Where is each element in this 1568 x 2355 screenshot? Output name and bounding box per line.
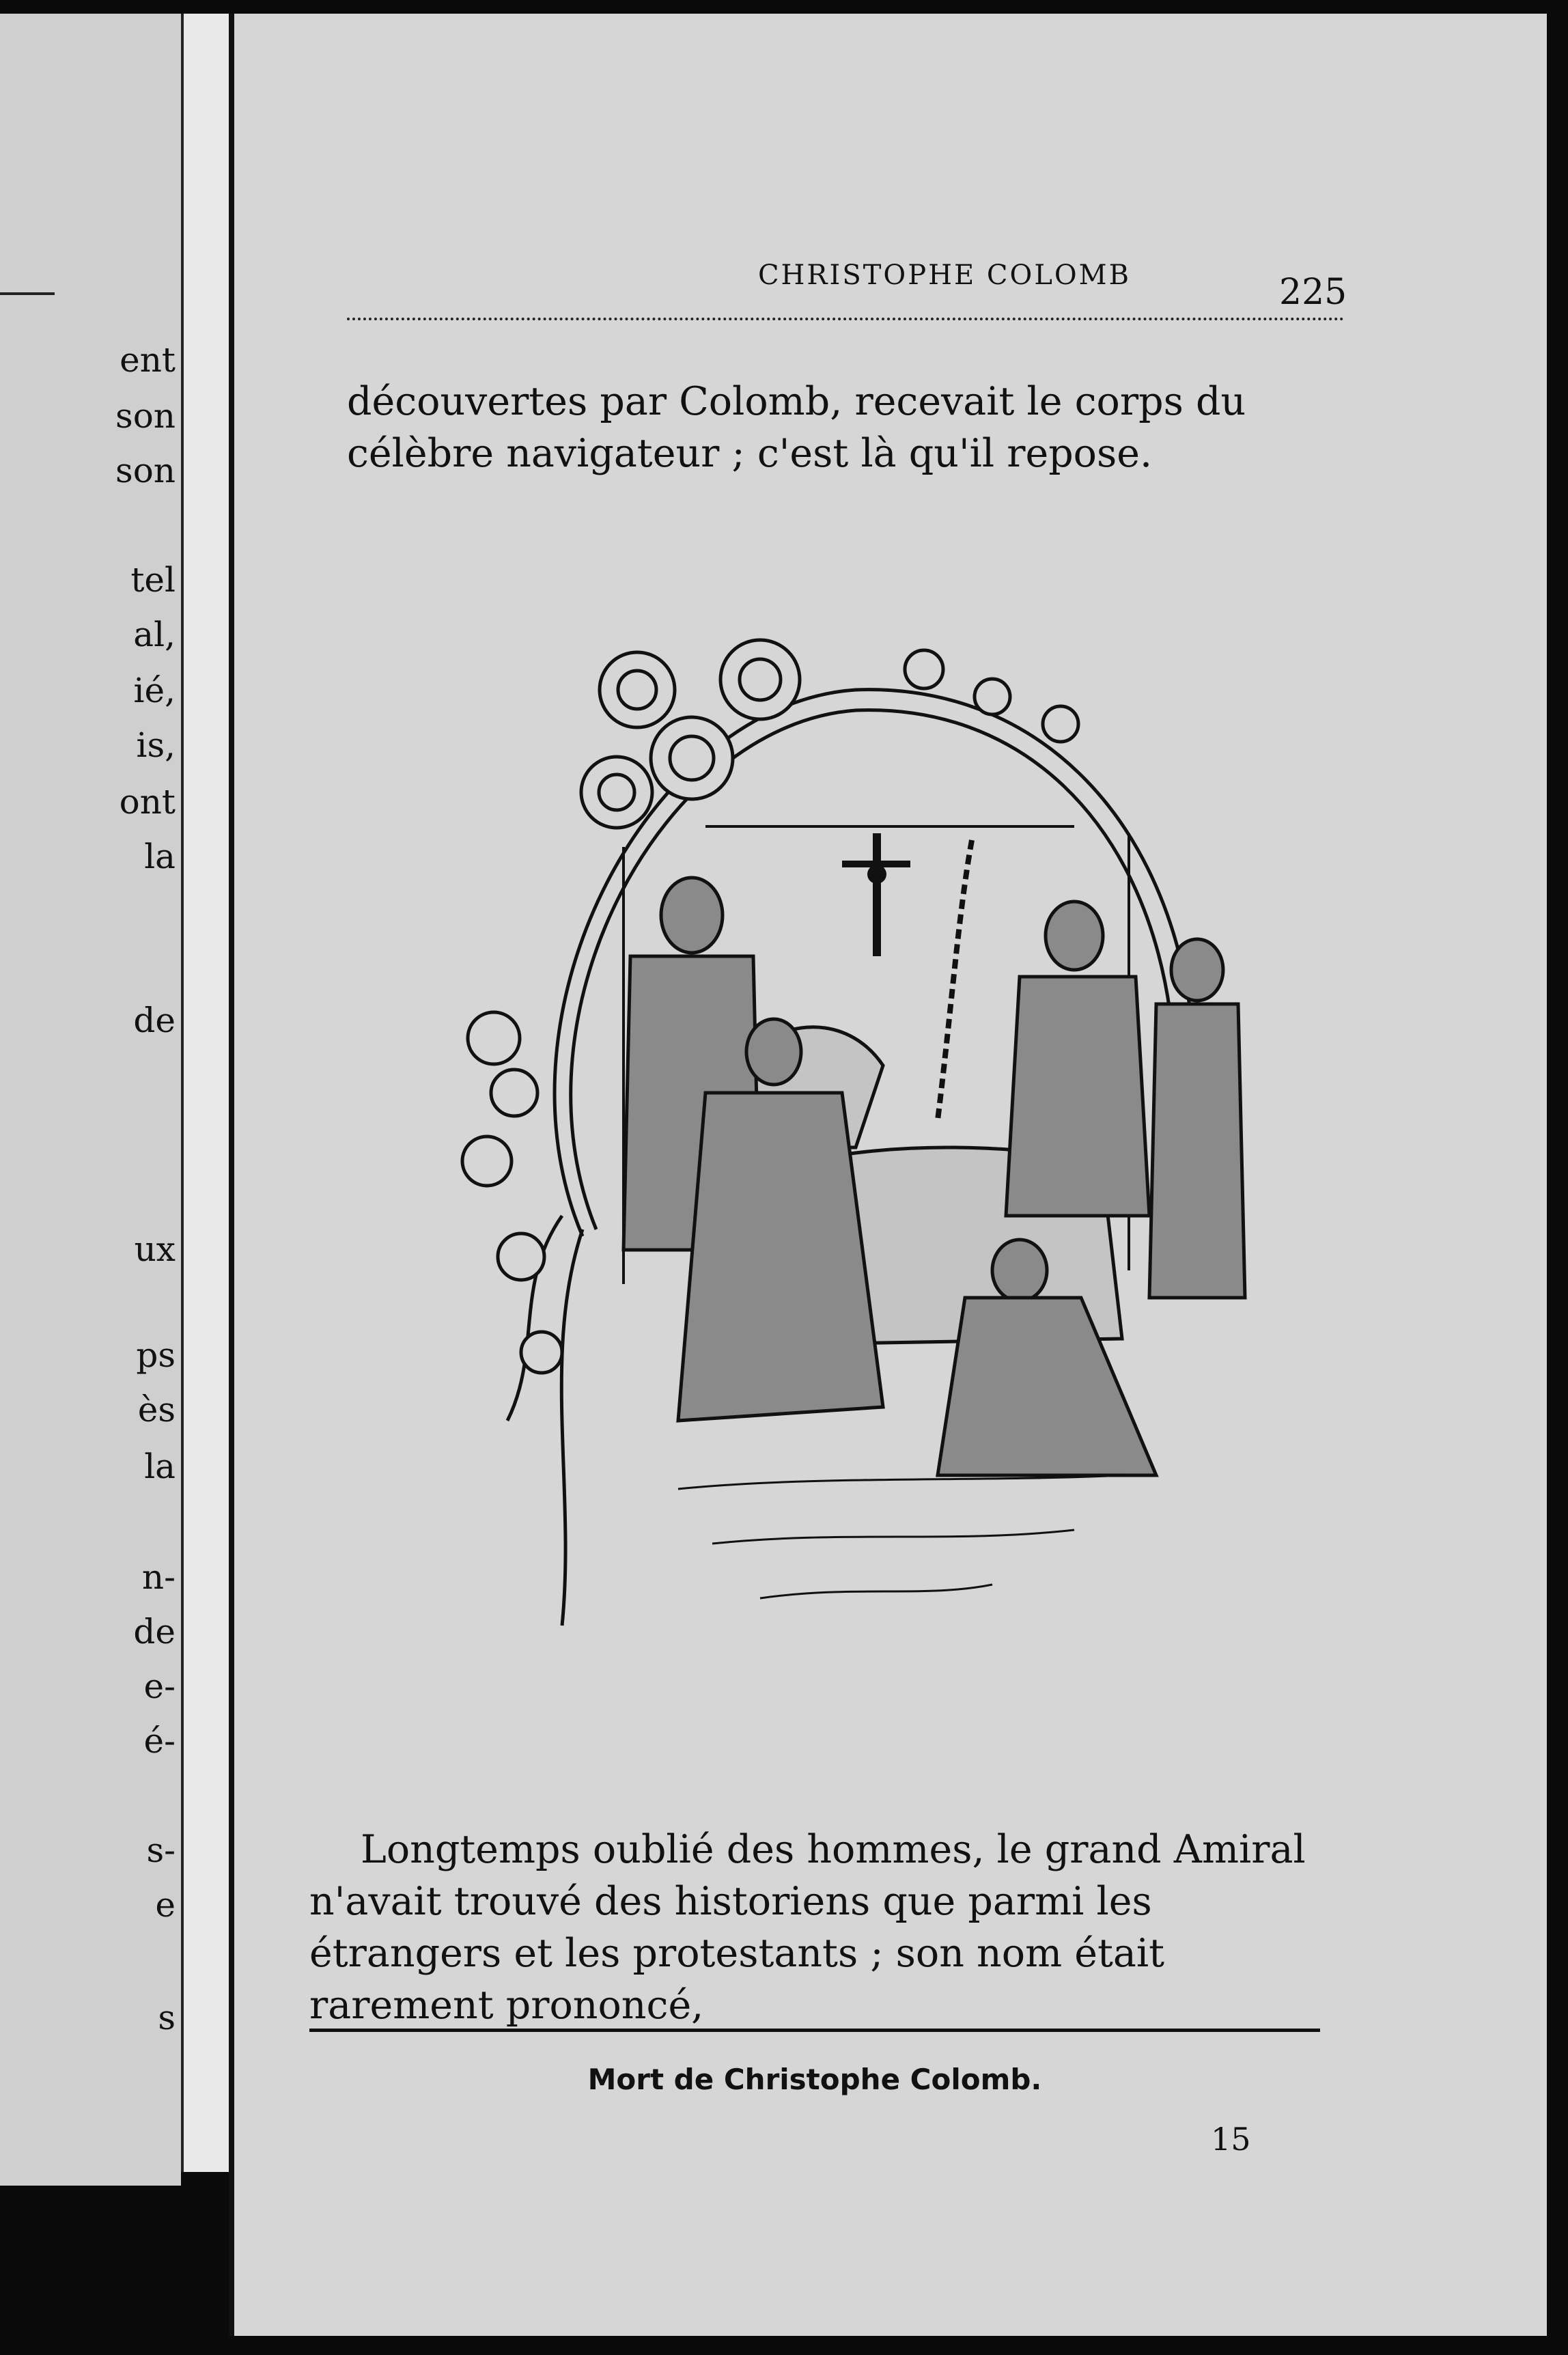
previous-page bbox=[0, 14, 181, 2186]
previous-page-fragment: la bbox=[144, 837, 176, 876]
page-number: 225 bbox=[1279, 272, 1347, 313]
previous-page-fragment: de bbox=[133, 1001, 176, 1040]
book-page bbox=[229, 14, 1559, 2336]
illustration-caption: Mort de Christophe Colomb. bbox=[587, 2063, 1042, 2096]
previous-page-fragment: ès bbox=[137, 1390, 176, 1430]
previous-page-fragment: la bbox=[144, 1447, 176, 1486]
previous-page-fragment: e bbox=[155, 1885, 176, 1925]
previous-page-fragment: s- bbox=[146, 1830, 176, 1870]
previous-page-fragment: ont bbox=[119, 782, 176, 822]
caption-rule bbox=[309, 2029, 1320, 2032]
previous-page-fragment: é- bbox=[143, 1721, 176, 1761]
previous-page-fragment: s bbox=[158, 1998, 176, 2037]
previous-page-fragment: son bbox=[115, 451, 176, 490]
previous-page-rule bbox=[0, 292, 55, 295]
previous-page-fragment: n- bbox=[141, 1557, 176, 1597]
header-rule bbox=[347, 318, 1344, 320]
previous-page-fragment: de bbox=[133, 1612, 176, 1652]
previous-page-fragment: ent bbox=[120, 340, 176, 380]
paragraph-bottom: Longtemps oublié des hommes, le grand Amiral n'avait trouvé des historiens que parmi les étrangers et les protestants ; son nom était rarement prononcé, bbox=[309, 1827, 1306, 2028]
previous-page-fragment: is, bbox=[136, 725, 176, 765]
previous-page-fragment: son bbox=[115, 396, 176, 436]
page-edge bbox=[1547, 0, 1568, 2355]
previous-page-fragment: ux bbox=[134, 1229, 176, 1269]
paragraph-top: découvertes par Colomb, recevait le corps du célèbre navigateur ; c'est là qu'il repose. bbox=[347, 379, 1246, 476]
previous-page-fragment: ps bbox=[136, 1335, 176, 1375]
previous-page-fragment: ié, bbox=[133, 671, 176, 710]
previous-page-fragment: e- bbox=[143, 1667, 176, 1706]
signature-mark: 15 bbox=[1211, 2121, 1251, 2158]
previous-page-fragment: al, bbox=[133, 615, 176, 654]
engraving-deathbed-scene-icon bbox=[337, 533, 1361, 1762]
running-head: CHRISTOPHE COLOMB bbox=[757, 260, 1132, 291]
previous-page-fragment: tel bbox=[130, 560, 176, 600]
